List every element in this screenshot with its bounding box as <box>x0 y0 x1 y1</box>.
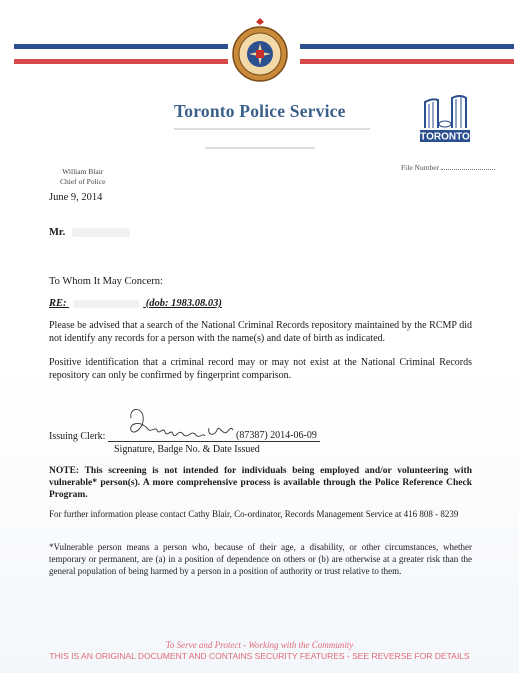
police-crest-icon <box>231 16 289 84</box>
clerk-signature <box>125 406 237 446</box>
address-line-blurred <box>174 128 370 130</box>
recipient-prefix: Mr. <box>49 227 66 238</box>
vulnerable-definition: *Vulnerable person means a person who, because of their age, a disability, or other circumstances, whether temporary or permanent, are (a) in a position of dependence on others or (b) are otherwise at a greater risk than the general population of being harmed by a person in a position of authority or trust relative to them. <box>49 542 472 576</box>
toronto-city-hall-logo-icon <box>420 88 470 148</box>
recipient-line <box>49 227 130 238</box>
contact-info: For further information please contact Cathy Blair, Co-ordinator, Records Management Service at 416 808 - 8239 <box>49 509 459 519</box>
header-band-red-right <box>300 59 514 64</box>
footer-motto: To Serve and Protect - Working with the Community <box>165 640 354 650</box>
signature-caption: Signature, Badge No. & Date Issued <box>114 444 260 455</box>
header-band-blue-right <box>300 44 514 49</box>
chief-name: William Blair <box>62 167 104 176</box>
re-prefix: RE: <box>49 298 67 309</box>
chief-title: Chief of Police <box>60 177 106 186</box>
signature-line <box>108 441 320 442</box>
file-number-label: File Number <box>401 163 440 172</box>
header-band-blue-left <box>14 44 228 49</box>
footer-security-notice: THIS IS AN ORIGINAL DOCUMENT AND CONTAINS SECURITY FEATURES - SEE REVERSE FOR DETAILS <box>49 651 470 661</box>
header-band-red-left <box>14 59 228 64</box>
re-line <box>49 298 222 309</box>
greeting: To Whom It May Concern: <box>49 276 163 287</box>
file-number-dots <box>441 169 495 170</box>
city-logo-text: TORONTO <box>420 131 470 143</box>
paragraph-identification: Positive identification that a criminal record may or may not exist at the National Criminal Records repository can only be confirmed by fingerprint comparison. <box>49 357 472 381</box>
badge-and-date: (87387) 2014-06-09 <box>236 430 317 441</box>
letter-date: June 9, 2014 <box>49 192 103 203</box>
re-dob: (dob: 1983.08.03) <box>145 298 222 309</box>
paragraph-search-result: Please be advised that a search of the National Criminal Records repository maintained by the RCMP did not identify any records for a person with the name(s) and date of birth as indicated. <box>49 320 472 344</box>
chief-block <box>60 167 105 187</box>
issuing-clerk-label: Issuing Clerk: <box>49 431 106 442</box>
file-number-field <box>401 163 495 172</box>
address-line-blurred-2 <box>205 147 315 149</box>
note-paragraph: NOTE: This screening is not intended for individuals being employed and/or volunteering with vulnerable* person(s). A more comprehensive process is available through the Police Reference Check Program. <box>49 466 472 500</box>
re-name-redacted <box>73 300 139 308</box>
recipient-name-redacted <box>72 228 130 237</box>
organization-title: Toronto Police Service <box>174 101 346 121</box>
